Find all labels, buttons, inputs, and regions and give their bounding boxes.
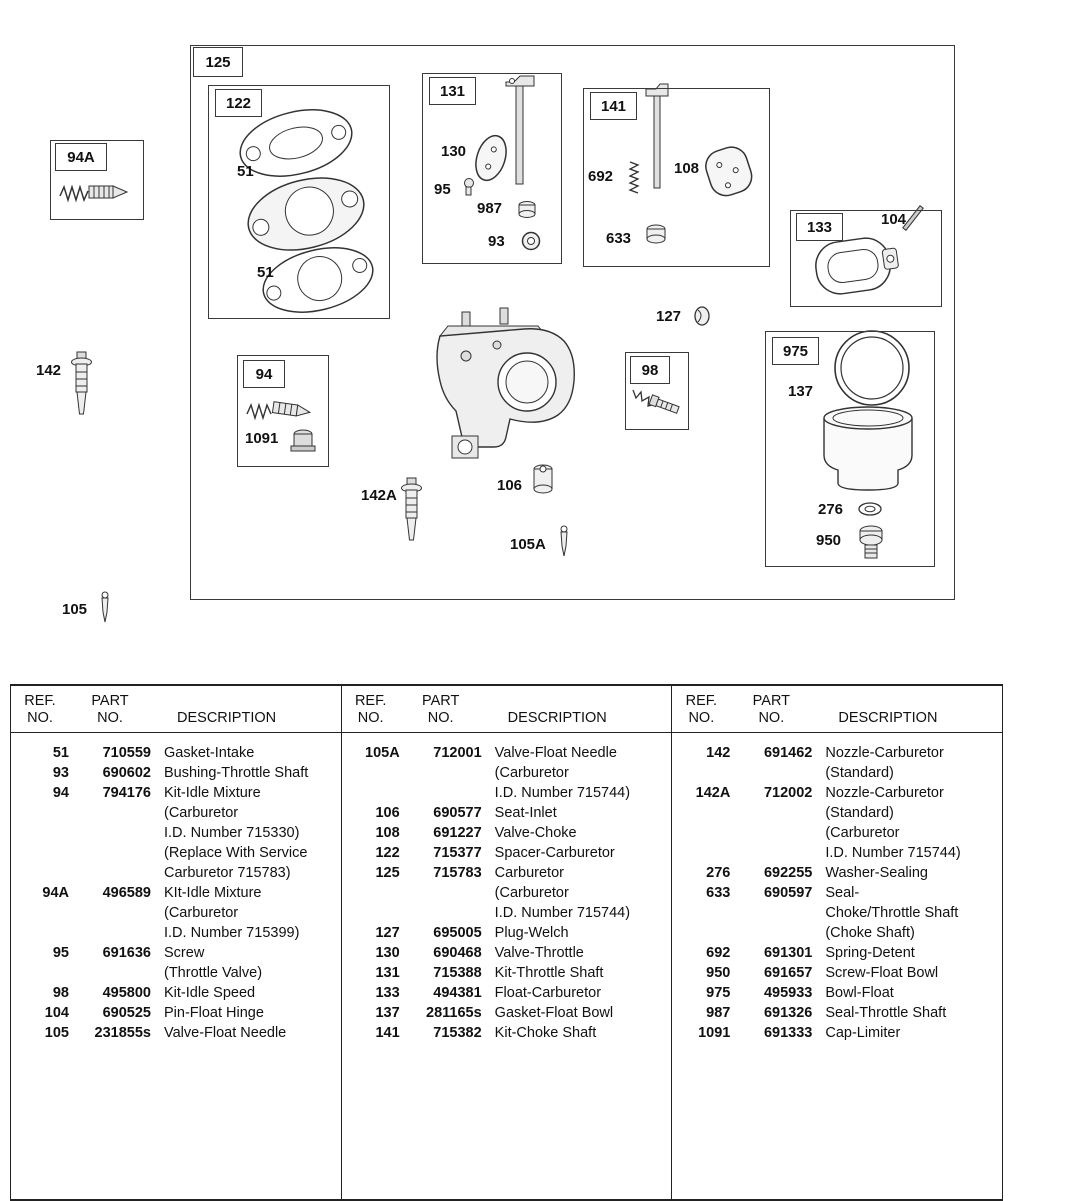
callout-label: 94A (67, 148, 95, 166)
part-cell: 690597 (763, 885, 813, 901)
description-line: Carburetor 715783) (164, 865, 291, 881)
part-cell: 715377 (433, 845, 482, 861)
description-line: (Carburetor (164, 805, 239, 821)
ref-cell: 122 (375, 845, 400, 861)
description-cell (151, 783, 341, 883)
part-header (730, 693, 812, 727)
description-cell (482, 923, 672, 943)
callout-142: 142 (36, 362, 62, 379)
ref-header-line1: REF. (24, 693, 56, 709)
description-line: Cap-Limiter (825, 1025, 901, 1041)
description-line: Kit-Idle Mixture (164, 785, 261, 801)
description-line: Valve-Float Needle (164, 1025, 287, 1041)
description-line: Gasket-Float Bowl (494, 1005, 614, 1021)
description-cell (812, 983, 1002, 1003)
ref-cell: 105A (365, 745, 400, 761)
ref-header-line2: NO. (357, 710, 384, 726)
callout-label: 141 (600, 97, 627, 115)
description-header: DESCRIPTION (507, 710, 607, 726)
callout-51-upper: 51 (237, 163, 254, 180)
description-cell (812, 863, 1002, 883)
table-row (342, 943, 672, 963)
description-line: Washer-Sealing (825, 865, 928, 881)
part-cell: 691301 (763, 945, 813, 961)
description-cell (482, 1023, 672, 1043)
ref-cell: 633 (706, 885, 731, 901)
ref-cell: 987 (706, 1005, 731, 1021)
table-body (672, 733, 1002, 1043)
callout-276: 276 (818, 501, 844, 518)
description-cell (151, 883, 341, 943)
description-cell (151, 983, 341, 1003)
ref-header-line1: REF. (354, 693, 387, 709)
ref-header (342, 693, 400, 727)
description-line: KIt-Idle Mixture (164, 885, 262, 901)
table-row (342, 923, 672, 943)
part-cell: 231855s (94, 1025, 151, 1041)
callout-130: 130 (441, 143, 467, 160)
table-row (672, 1023, 1002, 1043)
description-line: Carburetor (494, 865, 564, 881)
description-cell (812, 1023, 1002, 1043)
ref-cell: 133 (375, 985, 400, 1001)
callout-108: 108 (674, 160, 700, 177)
table-row (672, 1003, 1002, 1023)
callout-box-94 (243, 360, 285, 388)
ref-cell: 125 (375, 865, 400, 881)
description-cell (151, 743, 341, 763)
description-line: Float-Carburetor (494, 985, 602, 1001)
ref-cell: 975 (706, 985, 731, 1001)
callout-95: 95 (434, 181, 451, 198)
description-cell (482, 803, 672, 823)
description-line: I.D. Number 715744) (494, 905, 631, 921)
table-row (11, 743, 341, 763)
ref-cell: 94 (52, 785, 69, 801)
description-cell (482, 963, 672, 983)
description-cell (482, 823, 672, 843)
description-line: I.D. Number 715744) (825, 845, 961, 861)
part-cell: 691333 (763, 1025, 813, 1041)
callout-51-lower: 51 (257, 264, 274, 281)
description-line: (Choke Shaft) (825, 925, 915, 941)
description-cell (812, 963, 1002, 983)
description-cell (482, 863, 672, 923)
part-cell: 690525 (102, 1005, 151, 1021)
callout-box-122 (215, 89, 262, 117)
callout-692: 692 (588, 168, 614, 185)
part-cell: 712001 (433, 745, 482, 761)
description-line: Choke/Throttle Shaft (825, 905, 959, 921)
description-line: Spacer-Carburetor (494, 845, 615, 861)
ref-cell: 276 (706, 865, 731, 881)
table-row (11, 1003, 341, 1023)
callout-box-98 (630, 356, 670, 384)
part-header (69, 693, 151, 727)
ref-header (672, 693, 730, 727)
part-cell: 281165s (426, 1005, 482, 1021)
ref-cell: 104 (44, 1005, 69, 1021)
description-cell (482, 983, 672, 1003)
part-header-line1: PART (91, 693, 129, 709)
ref-cell: 93 (52, 765, 69, 781)
table-row (342, 743, 672, 803)
description-line: Screw (164, 945, 205, 961)
ref-header-line2: NO. (688, 710, 715, 726)
description-line: Spring-Detent (825, 945, 915, 961)
part-cell: 692255 (763, 865, 813, 881)
ref-cell: 142 (706, 745, 731, 761)
part-cell: 691462 (763, 745, 813, 761)
description-line: I.D. Number 715399) (164, 925, 300, 941)
description-line: (Replace With Service (164, 845, 308, 861)
ref-cell: 130 (375, 945, 400, 961)
ref-cell: 692 (706, 945, 731, 961)
callout-box-131 (429, 77, 476, 105)
description-line: Kit-Choke Shaft (494, 1025, 597, 1041)
table-row (342, 963, 672, 983)
callout-label: 98 (641, 361, 659, 379)
description-cell (151, 1023, 341, 1043)
callout-987: 987 (477, 200, 503, 217)
table-row (672, 863, 1002, 883)
description-line: (Carburetor (494, 885, 569, 901)
part-header-line2: NO. (97, 710, 123, 726)
callout-137: 137 (788, 383, 814, 400)
description-cell (482, 1003, 672, 1023)
description-line: Plug-Welch (494, 925, 569, 941)
part-cell: 695005 (433, 925, 482, 941)
table-row (11, 1023, 341, 1043)
ref-cell: 137 (375, 1005, 400, 1021)
part-cell: 715388 (433, 965, 482, 981)
parts-list-table (10, 684, 1003, 1201)
nozzle-142-drawing (72, 352, 92, 414)
description-line: I.D. Number 715744) (494, 785, 631, 801)
ref-header-line1: REF. (685, 693, 718, 709)
part-cell: 495800 (102, 985, 151, 1001)
table-column-1 (11, 686, 341, 1199)
table-row (11, 883, 341, 943)
part-cell: 715382 (433, 1025, 482, 1041)
description-line: (Carburetor (494, 765, 569, 781)
description-header: DESCRIPTION (177, 710, 277, 726)
table-row (11, 943, 341, 983)
description-line: Seat-Inlet (494, 805, 557, 821)
part-cell: 496589 (102, 885, 151, 901)
description-line: Bushing-Throttle Shaft (164, 765, 309, 781)
callout-1091: 1091 (245, 430, 279, 447)
float-needle-105-drawing (102, 592, 108, 622)
table-row (672, 883, 1002, 943)
callout-box-133 (796, 213, 843, 241)
part-cell: 690468 (433, 945, 482, 961)
part-cell: 495933 (763, 985, 813, 1001)
callout-label: 975 (782, 342, 809, 360)
ref-cell: 105 (44, 1025, 69, 1041)
callout-label: 125 (205, 53, 231, 71)
ref-cell: 98 (52, 985, 69, 1001)
description-line: (Carburetor (164, 905, 239, 921)
description-line: Bowl-Float (825, 985, 894, 1001)
ref-header-line2: NO. (27, 710, 53, 726)
description-cell (812, 1003, 1002, 1023)
callout-93: 93 (488, 233, 505, 250)
description-cell (812, 883, 1002, 943)
part-cell: 794176 (102, 785, 151, 801)
part-cell: 715783 (433, 865, 482, 881)
table-row (672, 983, 1002, 1003)
description-cell (151, 1003, 341, 1023)
part-cell: 691636 (102, 945, 151, 961)
ref-cell: 1091 (698, 1025, 731, 1041)
callout-label: 94 (255, 365, 273, 383)
table-body (11, 733, 341, 1043)
description-line: Nozzle-Carburetor (825, 785, 944, 801)
description-cell (151, 763, 341, 783)
description-cell (482, 943, 672, 963)
ref-cell: 142A (695, 785, 731, 801)
description-line: Pin-Float Hinge (164, 1005, 264, 1021)
table-row (672, 783, 1002, 863)
ref-cell: 94A (42, 885, 69, 901)
part-cell: 690577 (433, 805, 482, 821)
description-cell (812, 783, 1002, 863)
description-cell (151, 943, 341, 983)
part-cell: 710559 (102, 745, 151, 761)
description-line: Seal-Throttle Shaft (825, 1005, 947, 1021)
description-line: I.D. Number 715330) (164, 825, 300, 841)
table-row (672, 743, 1002, 783)
description-line: Nozzle-Carburetor (825, 745, 944, 761)
ref-cell: 141 (375, 1025, 400, 1041)
ref-cell: 95 (52, 945, 69, 961)
ref-cell: 127 (375, 925, 400, 941)
callout-106: 106 (497, 477, 523, 494)
part-cell: 690602 (102, 765, 151, 781)
part-header (400, 693, 482, 727)
table-header (672, 686, 1002, 733)
callout-633: 633 (606, 230, 632, 247)
description-cell (482, 843, 672, 863)
part-header-line2: NO. (758, 710, 785, 726)
callout-label: 122 (225, 94, 252, 112)
description-cell (812, 743, 1002, 783)
description-line: Kit-Throttle Shaft (494, 965, 604, 981)
description-line: Kit-Idle Speed (164, 985, 256, 1001)
ref-cell: 106 (375, 805, 400, 821)
callout-105: 105 (62, 601, 88, 618)
callout-box-141 (590, 92, 637, 120)
callout-label: 131 (439, 82, 466, 100)
callout-box-125 (193, 47, 243, 77)
description-line: Valve-Throttle (494, 945, 584, 961)
table-row (342, 863, 672, 923)
callout-142a: 142A (361, 487, 397, 504)
description-line: Valve-Float Needle (494, 745, 617, 761)
part-cell: 691657 (763, 965, 813, 981)
table-body (342, 733, 672, 1043)
callout-104: 104 (881, 211, 907, 228)
description-line: (Standard) (825, 765, 894, 781)
table-row (11, 783, 341, 883)
ref-cell: 950 (706, 965, 731, 981)
table-header (342, 686, 672, 733)
ref-cell: 131 (375, 965, 400, 981)
table-row (11, 983, 341, 1003)
part-cell: 494381 (433, 985, 482, 1001)
table-column-2 (341, 686, 672, 1199)
part-header-line1: PART (752, 693, 791, 709)
callout-box-975 (772, 337, 819, 365)
callout-127: 127 (656, 308, 682, 325)
table-row (672, 943, 1002, 963)
description-line: (Carburetor (825, 825, 900, 841)
table-row (672, 963, 1002, 983)
ref-cell: 108 (375, 825, 400, 841)
bowl-kit-box (765, 331, 935, 567)
ref-cell: 51 (52, 745, 69, 761)
part-cell: 712002 (763, 785, 813, 801)
table-row (342, 1023, 672, 1043)
ref-header (11, 693, 69, 727)
table-row (11, 763, 341, 783)
table-header (11, 686, 341, 733)
table-row (342, 1003, 672, 1023)
description-line: Screw-Float Bowl (825, 965, 939, 981)
callout-box-94a (55, 143, 107, 171)
description-line: Seal- (825, 885, 860, 901)
description-line: Gasket-Intake (164, 745, 255, 761)
part-cell: 691326 (763, 1005, 813, 1021)
table-column-3 (671, 686, 1002, 1199)
callout-105a: 105A (510, 536, 546, 553)
table-row (342, 983, 672, 1003)
table-row (342, 823, 672, 843)
description-cell (812, 943, 1002, 963)
description-header: DESCRIPTION (838, 710, 938, 726)
table-row (342, 843, 672, 863)
part-header-line1: PART (422, 693, 460, 709)
description-cell (482, 743, 672, 803)
part-header-line2: NO. (427, 710, 454, 726)
description-line: (Standard) (825, 805, 894, 821)
description-line: (Throttle Valve) (164, 965, 263, 981)
table-row (342, 803, 672, 823)
gasket-group-box (208, 85, 390, 319)
description-line: Valve-Choke (494, 825, 577, 841)
callout-label: 133 (806, 218, 833, 236)
part-cell: 691227 (433, 825, 482, 841)
callout-950: 950 (816, 532, 842, 549)
